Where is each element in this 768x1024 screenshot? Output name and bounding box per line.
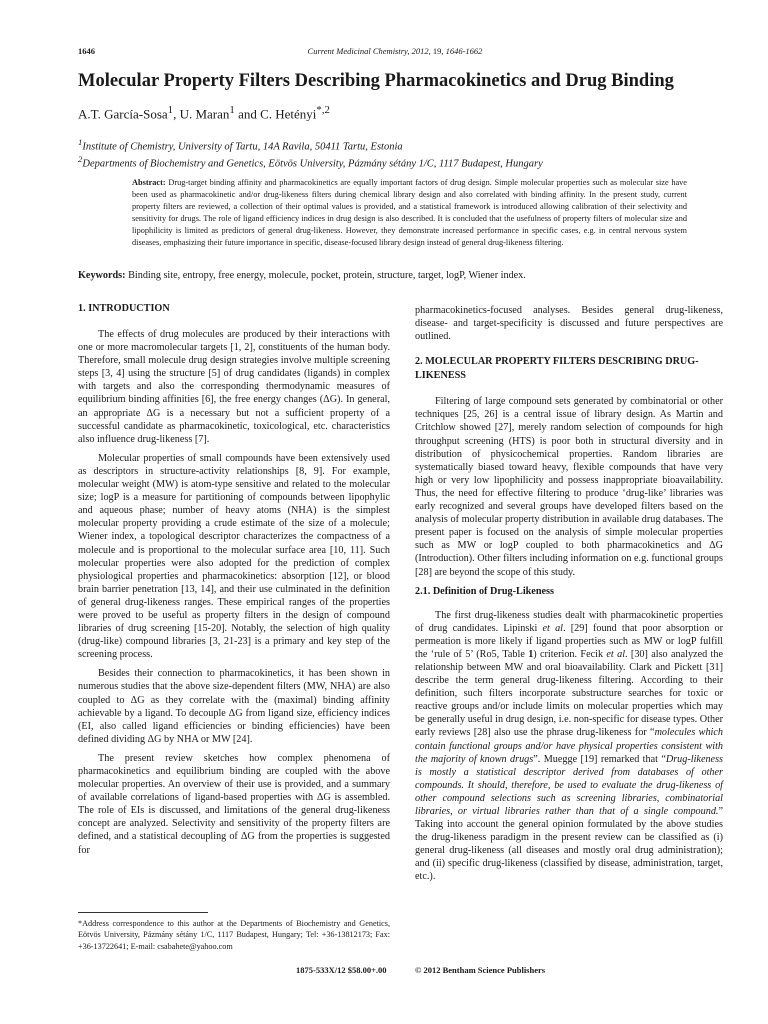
page-number: 1646: [78, 46, 95, 56]
author-list: A.T. García-Sosa$^1$, U. Maran$^1$ and C. Hetényi$^{*,2}$: [78, 104, 330, 122]
keywords: [78, 270, 718, 281]
affiliation-2: $^2$Departments of Biochemistry and Genetics, Eötvös University, Pázmány sétány 1/C, 1117 Budapest, Hungary: [78, 154, 543, 170]
journal-volume: 19: [432, 46, 442, 56]
correspondence-footnote: *Address correspondence to this author at the Departments of Biochemistry and Genetics, Eötvös University, Pázmány sétány 1/C, 1117 Budapest, Hungary; Tel: +36-13812173; Fax: +36-13722641; E-mail: csabahete@yahoo.com: [78, 919, 390, 951]
paragraph: The first drug-likeness studies dealt with pharmacokinetic properties of drug candidates. Lipinski et al. [29] found that poor absorption or permeation is more likely if ligand properties such as MW or logP fulfill the ‘rule of 5’ (Ro5, Table 1) criterion. Fecik et al. [30] also analyzed the relationship between MW and oral bioavailability. Clark and Pickett [31] describe the term general drug-likeness filtering. According to their definition, such filters incorporate substructure searches for toxic or reactive groups and/or include limits on molecular properties which may be generally useful in drug design, i.e. non-specific for disease types. Other early reviews [28] also use the phrase drug-likeness for “molecules which contain functional groups and/or have physical properties consistent with the majority of known drugs”. Muegge [19] remarked that “Drug-likeness is mostly a statistical descriptor derived from databases of other compounds. It should, therefore, be used to evaluate the drug-likeness of other compound selections such as screening libraries, combinatorial libraries, or virtual libraries rather than that of a single compound.” Taking into account the general opinion formulated by the above studies the drug-likeness paradigm in the present review can be classified as (i) general drug-likeness (all diseases and mostly oral drug administration); and (ii) specific drug-likeness (classified by disease, administration, target, etc.).: [415, 609, 724, 883]
paragraph: Filtering of large compound sets generated by combinatorial or other techniques [25, 26] is a central issue of library design. As Martin and Critchlow showed [27], merely random selection of compounds for high throughput screening (HTS) is poor both in structural diversity and in distribution of physicochemical properties. Random libraries are systematically biased toward heavy, flexible compounds that have very high or very low lipophilicity and possess inappropriate bioavailability. Thus, the need for effective filtering to produce ‘drug-like’ libraries was early recognized and several groups have developed filters based on the analysis of molecular property distribution in available drug databases. The present paper is focused on the analysis of simple molecular properties such as MW or logP coupled to both pharmacokinetics and ΔG (Introduction). Other filters including information on e.g. functional groups [28] are beyond the scope of this study.: [415, 396, 723, 578]
paragraph: pharmacokinetics-focused analyses. Besides general drug-likeness, disease- and target-specificity is discussed and future perspectives are outlined.: [415, 305, 723, 343]
affiliation-1: $^1$Institute of Chemistry, University of Tartu, 14A Ravila, 50411 Tartu, Estonia: [78, 137, 403, 153]
paragraph: The present review sketches how complex phenomena of pharmacokinetics and equilibrium binding are coupled with the above molecular properties. An overview of their use is provided, and a summary of available correlations of ligand-based properties with ΔG is assembled. The role of EIs is discussed, and limitations of the general drug-likeness concept are analyzed. Selectivity and sensitivity of the property filters are defined, and a statistical decoupling of ΔG from the properties is suggested for: [78, 752, 390, 856]
abstract-text: Drug-target binding affinity and pharmacokinetics are equally important factors of drug design. Simple molecular properties such as molecular size have been used as pharmacokinetic and/or drug-likeness filters during chemical library design and also correlated with binding affinity. In the present study, current property filters are reviewed, a collection of their optimal values is provided, and a statistical framework is introduced allowing calibration of their selectivity and sensitivity for drugs. The role of ligand efficiency indices in drug design is also described. It is concluded that the usefulness of property filters of molecular size and lipophilicity is limited as predictors of general drug-likeness. However, they demonstrate increased performance in specific cases, e.g. in central nervous system diseases, emphasizing their future importance in specific, disease-focused library design instead of general drug-likeness filtering.: [132, 178, 687, 247]
issn-price: 1875-533X/12 $58.00+.00: [296, 965, 387, 975]
section-heading-property-filters: 2. MOLECULAR PROPERTY FILTERS DESCRIBING DRUG-LIKENESS: [415, 356, 699, 382]
subsection-heading-definition: 2.1. Definition of Drug-Likeness: [415, 585, 554, 597]
right-column: [415, 304, 723, 890]
keywords-label: Keywords:: [78, 270, 126, 281]
paragraph: The effects of drug molecules are produced by their interactions with one or more macromolecular targets [1, 2], constituents of the human body. Therefore, small molecule drug design strategies involve multiple screening steps [3, 4] using the structure [5] of drug candidates (ligands) in complex with targets and also the corresponding thermodynamic measures of equilibrium binding affinities [6], the free energy changes (ΔG). In general, an appropriate ΔG is a necessary but not a sufficient property of a successful candidate as pharmacokinetic, toxicological, etc. characteristics also influence drug-likeness [7].: [78, 329, 390, 445]
copyright: © 2012 Bentham Science Publishers: [415, 965, 546, 975]
article-title: Molecular Property Filters Describing Pharmacokinetics and Drug Binding: [78, 71, 674, 91]
left-column: [78, 302, 390, 863]
running-header: [78, 46, 712, 60]
keywords-text: Binding site, entropy, free energy, molecule, pocket, protein, structure, target, logP, Wiener index.: [125, 270, 526, 281]
journal-citation: Current Medicinal Chemistry, 2012, 19, 1646-1662: [307, 46, 483, 56]
paragraph: Molecular properties of small compounds have been extensively used as descriptors in structure-activity relationships [8, 9]. For example, molecular weight (MW) is atom-type sensitive and related to the molecular size; logP is a measure for partitioning of compounds between lipophylic and aqueous phase; number of heavy atoms (NHA) is the simplest molecular property providing a crude estimate of the size of a molecule; Wiener index, a topological descriptor characterizes the compactness of a molecule and is proportional to the molecular surface area [10, 11]. Such molecular properties were also adopted for the prediction of complex physiological properties and pharmacokinetics: absorption [12], or blood brain barrier penetration [13, 14], and their use culminated in the definition of general drug-likeness ranges. These empirical ranges of the properties were proved to be useful as property filters in the design of compound libraries of drug screening [15-20]. Notably, the selection of high quality (drug-like) compound libraries [3, 21-23] is a primary and key step of the screening process.: [78, 452, 390, 661]
abstract: [132, 177, 687, 248]
paragraph: Besides their connection to pharmacokinetics, it has been shown in numerous studies that the above size-dependent filters (MW, NHA) are also coupled to ΔG as they correlate with the (maximal) binding affinity achievable by a ligand. To decouple ΔG from ligand size, efficiency indices (EI, also called ligand efficiencies or binding efficiencies) have been defined dividing ΔG by NHA or MW [24].: [78, 668, 390, 745]
section-heading-introduction: 1. INTRODUCTION: [78, 303, 170, 314]
footnote-divider: [78, 912, 208, 913]
abstract-label: Abstract:: [132, 178, 166, 187]
